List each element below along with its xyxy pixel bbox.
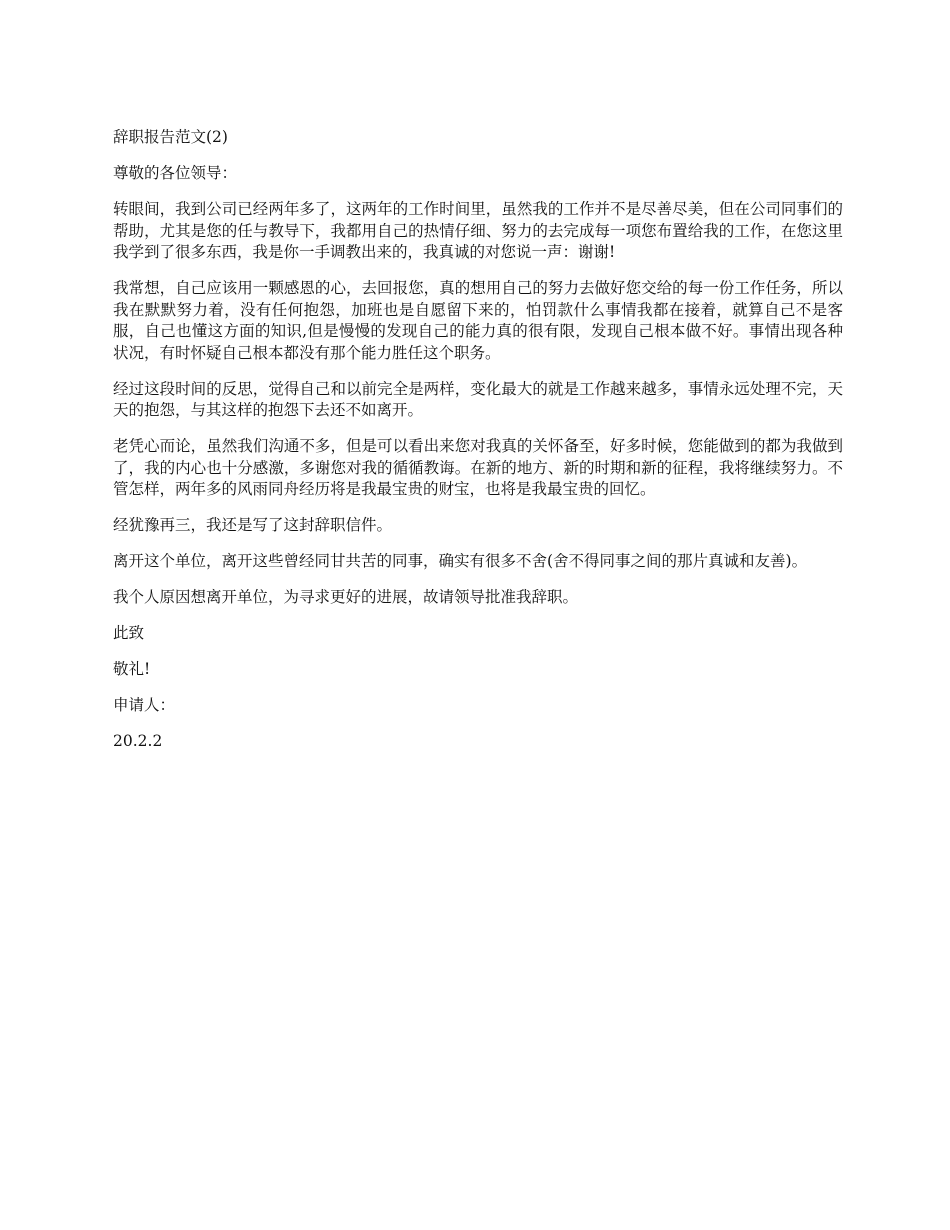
- paragraph: 离开这个单位，离开这些曾经同甘共苦的同事，确实有很多不舍(舍不得同事之间的那片真诚和友善)。: [113, 552, 808, 570]
- salutation: 尊敬的各位领导：: [113, 164, 238, 182]
- closing-regards: 敬礼!: [113, 660, 151, 678]
- document-body: [113, 127, 843, 767]
- document-date: 20.2.2: [113, 732, 163, 750]
- paragraph: 我常想，自己应该用一颗感恩的心，去回报您，真的想用自己的努力去做好您交给的每一份工作任务，所以我在默默努力着，没有任何抱怨，加班也是自愿留下来的，怕罚款什么事情我都在接着，就算自己不是客服，自己也懂这方面的知识,但是慢慢的发现自己的能力真的很有限，发现自己根本做不好。事情出现各种状况，有时怀疑自己根本都没有那个能力胜任这个职务。: [113, 279, 843, 362]
- closing-line: 此致: [113, 624, 145, 642]
- document-title: 辞职报告范文(2): [113, 128, 228, 146]
- paragraph: 老凭心而论，虽然我们沟通不多，但是可以看出来您对我真的关怀备至，好多时候，您能做到的都为我做到了，我的内心也十分感激，多谢您对我的循循教诲。在新的地方、新的时期和新的征程，我将继续努力。不管怎样，两年多的风雨同舟经历将是我最宝贵的财宝，也将是我最宝贵的回忆。: [113, 437, 843, 498]
- paragraph: 转眼间，我到公司已经两年多了，这两年的工作时间里，虽然我的工作并不是尽善尽美，但在公司同事们的帮助，尤其是您的任与教导下，我都用自己的热情仔细、努力的去完成每一项您布置给我的工作，在您这里我学到了很多东西，我是你一手调教出来的，我真诚的对您说一声：谢谢!: [113, 200, 843, 261]
- paragraph: 经犹豫再三，我还是写了这封辞职信件。: [113, 516, 393, 534]
- paragraph: 我个人原因想离开单位，为寻求更好的进展，故请领导批准我辞职。: [113, 588, 579, 606]
- paragraph: 经过这段时间的反思，觉得自己和以前完全是两样，变化最大的就是工作越来越多，事情永远处理不完，天天的抱怨，与其这样的抱怨下去还不如离开。: [113, 379, 843, 419]
- applicant-label: 申请人：: [113, 696, 176, 714]
